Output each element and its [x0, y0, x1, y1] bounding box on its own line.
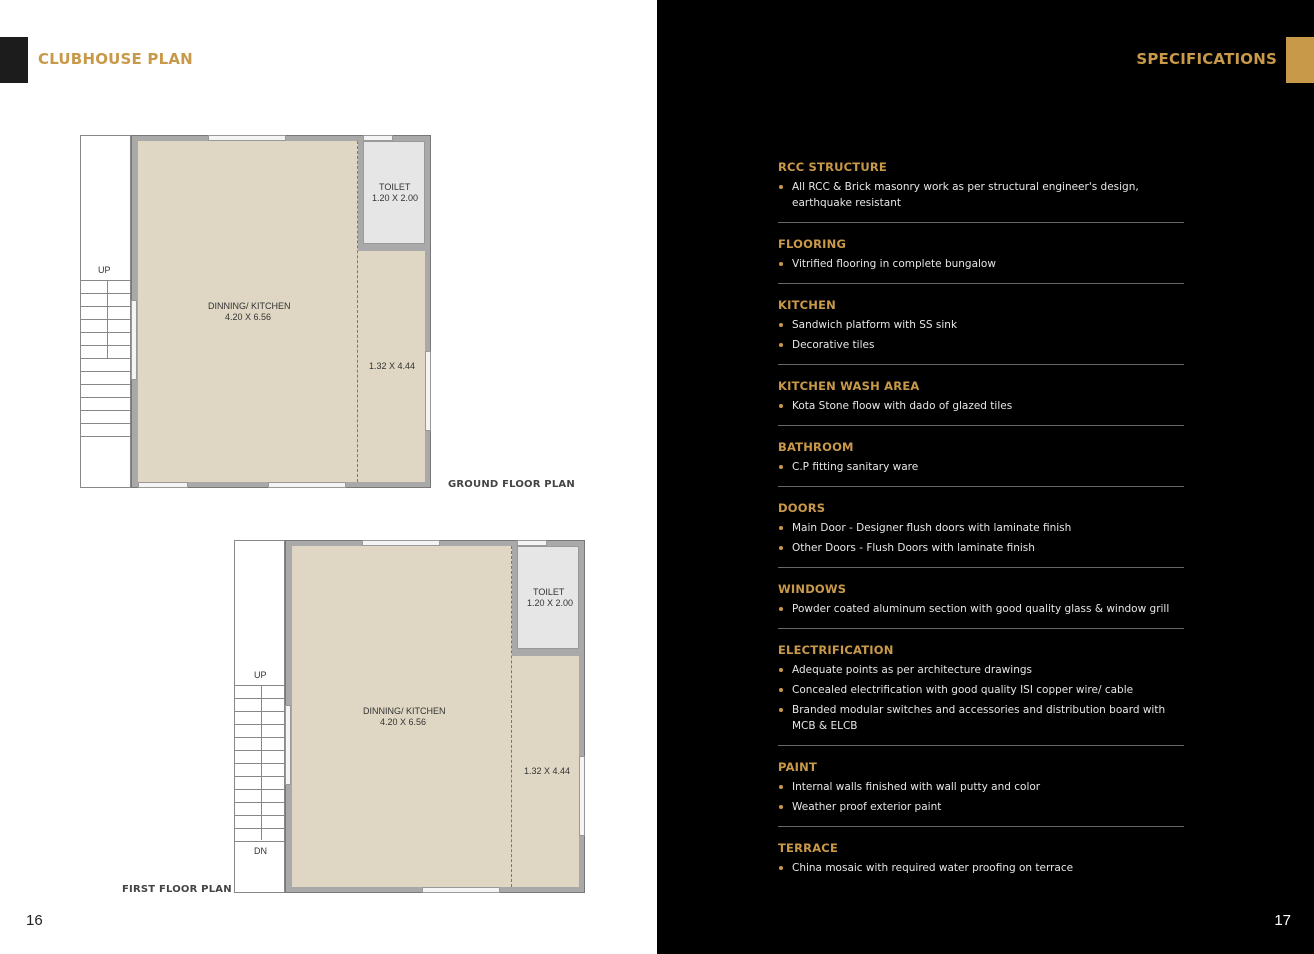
window-opening	[422, 887, 500, 893]
stair-step	[234, 841, 285, 842]
spec-item	[778, 702, 1184, 734]
stair-step	[80, 332, 131, 333]
spec-item	[778, 682, 1184, 698]
spec-item	[778, 317, 1184, 333]
spec-item	[778, 256, 1184, 272]
bullet-icon	[779, 262, 783, 266]
spec-item-text: Main Door - Designer flush doors with laminate finish	[792, 522, 1072, 534]
spec-item	[778, 520, 1184, 536]
window-opening	[579, 756, 585, 836]
specifications-heading: SPECIFICATIONS	[1136, 50, 1277, 68]
page-number-left: 16	[26, 912, 43, 929]
stair-step	[234, 711, 285, 712]
bullet-icon	[779, 805, 783, 809]
spec-item	[778, 179, 1184, 211]
toilet-label: TOILET	[379, 182, 411, 192]
spec-item-text: Vitrified flooring in complete bungalow	[792, 258, 996, 270]
stair-step	[234, 763, 285, 764]
stair-step	[80, 436, 131, 437]
stair-up-label: UP	[98, 265, 111, 275]
bullet-icon	[779, 343, 783, 347]
spec-section-title: FLOORING	[778, 237, 847, 251]
section-tab-marker	[1286, 37, 1314, 83]
ground-floor-plan	[80, 135, 431, 488]
stair-step	[234, 802, 285, 803]
toilet-size: 1.20 X 2.00	[527, 598, 574, 608]
spec-item	[778, 540, 1184, 556]
bullet-icon	[779, 404, 783, 408]
window-opening	[268, 482, 346, 488]
spec-section	[778, 237, 1184, 284]
spec-item	[778, 860, 1184, 876]
spec-item	[778, 337, 1184, 353]
spec-section	[778, 298, 1184, 365]
bullet-icon	[779, 526, 783, 530]
dining-kitchen-size: 4.20 X 6.56	[225, 312, 272, 322]
bullet-icon	[779, 465, 783, 469]
clubhouse-plan-heading: CLUBHOUSE PLAN	[38, 50, 193, 68]
door-opening	[138, 482, 188, 488]
spec-section	[778, 760, 1184, 827]
spec-section	[778, 841, 1184, 887]
spec-item	[778, 601, 1184, 617]
specifications-list	[778, 160, 1184, 901]
stair-step	[234, 789, 285, 790]
dining-kitchen-label: DINNING/ KITCHEN	[208, 301, 291, 311]
bullet-icon	[779, 708, 783, 712]
page-number-right: 17	[1274, 912, 1291, 929]
bullet-icon	[779, 866, 783, 870]
spec-section	[778, 379, 1184, 426]
spec-item-text: China mosaic with required water proofing on terrace	[792, 862, 1074, 874]
stair-step	[234, 776, 285, 777]
spec-section-title: KITCHEN WASH AREA	[778, 379, 920, 393]
spec-section-title: PAINT	[778, 760, 818, 774]
stair-step	[80, 293, 131, 294]
stair-step	[80, 397, 131, 398]
spec-section-title: WINDOWS	[778, 582, 847, 596]
stair-rail	[107, 280, 108, 358]
stair-down-label: DN	[254, 846, 267, 856]
bullet-icon	[779, 607, 783, 611]
spec-section-title: RCC STRUCTURE	[778, 160, 887, 174]
spec-section	[778, 440, 1184, 487]
ground-floor-plan-label: GROUND FLOOR PLAN	[448, 479, 575, 490]
stair-step	[234, 724, 285, 725]
toilet-size: 1.20 X 2.00	[372, 193, 419, 203]
stair-step	[80, 384, 131, 385]
spec-item-text: Other Doors - Flush Doors with laminate finish	[792, 542, 1035, 554]
window-opening	[362, 540, 440, 546]
spec-section	[778, 160, 1184, 223]
stair-up-label: UP	[254, 670, 267, 680]
stair-step	[80, 280, 131, 281]
window-opening	[517, 540, 547, 546]
spec-item-text: Kota Stone floow with dado of glazed tiles	[792, 400, 1013, 412]
bullet-icon	[779, 688, 783, 692]
first-floor-plan-label: FIRST FLOOR PLAN	[122, 884, 232, 895]
spec-item-text: Internal walls finished with wall putty and color	[792, 781, 1041, 793]
spec-section	[778, 643, 1184, 746]
side-room-size: 1.32 X 4.44	[369, 361, 416, 371]
window-opening	[425, 351, 431, 431]
door-opening	[131, 300, 137, 380]
stair-step	[234, 815, 285, 816]
bullet-icon	[779, 323, 783, 327]
stair-step	[234, 698, 285, 699]
window-opening	[208, 135, 286, 141]
stair-step	[80, 371, 131, 372]
spec-section	[778, 582, 1184, 629]
dining-kitchen-label: DINNING/ KITCHEN	[363, 706, 446, 716]
spec-section-title: KITCHEN	[778, 298, 836, 312]
door-opening	[285, 705, 291, 785]
first-floor-plan	[234, 540, 585, 893]
spec-section-title: TERRACE	[778, 841, 839, 855]
spec-item	[778, 799, 1184, 815]
spec-section-title: DOORS	[778, 501, 826, 515]
spec-item-text: Decorative tiles	[792, 339, 875, 351]
spec-item-text: Powder coated aluminum section with good quality glass & window grill	[792, 603, 1170, 615]
spec-item	[778, 779, 1184, 795]
spec-item-text: Branded modular switches and accessories and distribution board with MCB & ELCB	[792, 704, 1166, 732]
stair-step	[234, 737, 285, 738]
spec-section	[778, 501, 1184, 568]
stair-step	[80, 423, 131, 424]
spec-item-text: C.P fitting sanitary ware	[792, 461, 919, 473]
spec-item	[778, 459, 1184, 475]
stair-step	[80, 306, 131, 307]
stair-step	[80, 319, 131, 320]
side-room-size: 1.32 X 4.44	[524, 766, 571, 776]
spec-item-text: Concealed electrification with good quality ISI copper wire/ cable	[792, 684, 1134, 696]
stair-step	[234, 685, 285, 686]
spec-section-title: BATHROOM	[778, 440, 854, 454]
spec-section-title: ELECTRIFICATION	[778, 643, 894, 657]
stair-rail	[261, 685, 262, 840]
spec-item-text: Adequate points as per architecture drawings	[792, 664, 1032, 676]
spec-item-text: Sandwich platform with SS sink	[792, 319, 958, 331]
bullet-icon	[779, 668, 783, 672]
toilet-label: TOILET	[533, 587, 565, 597]
dining-kitchen-size: 4.20 X 6.56	[380, 717, 427, 727]
section-tab-marker	[0, 37, 28, 83]
window-opening	[363, 135, 393, 141]
bullet-icon	[779, 546, 783, 550]
stair-step	[80, 358, 131, 359]
bullet-icon	[779, 185, 783, 189]
stair-step	[234, 750, 285, 751]
spec-item-text: Weather proof exterior paint	[792, 801, 942, 813]
stair-step	[80, 345, 131, 346]
bullet-icon	[779, 785, 783, 789]
stair-step	[80, 410, 131, 411]
stair-step	[234, 828, 285, 829]
spec-item	[778, 398, 1184, 414]
spec-item	[778, 662, 1184, 678]
spec-item-text: All RCC & Brick masonry work as per structural engineer's design, earthquake resistant	[792, 181, 1139, 209]
